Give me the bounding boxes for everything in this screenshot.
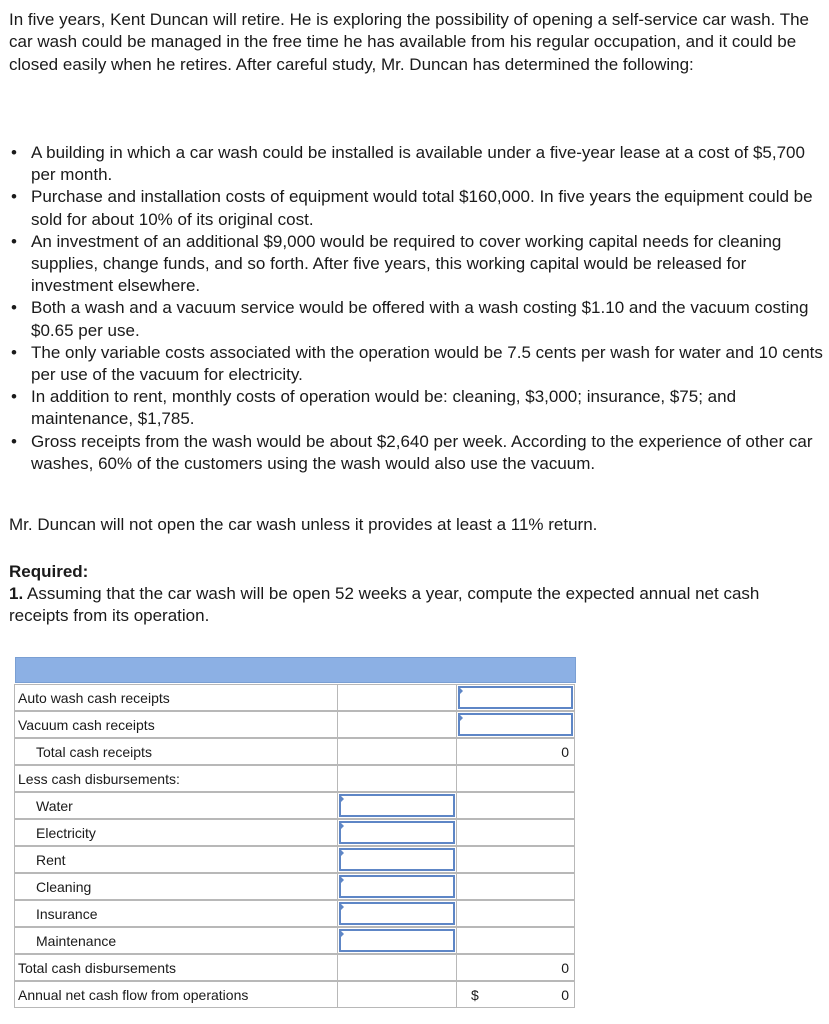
- maintenance-cost-input[interactable]: [339, 929, 455, 952]
- table-row: [15, 766, 576, 793]
- list-item: • A building in which a car wash could be installed is available under a five-year lease at a cost of $5,700 per month.: [11, 143, 805, 185]
- row-label: Insurance: [14, 900, 338, 927]
- empty-cell: [337, 711, 457, 738]
- input-marker-icon: [339, 848, 344, 858]
- row-label: Water: [14, 792, 338, 819]
- row-label: Maintenance: [14, 927, 338, 954]
- cash-receipts-table: [15, 657, 576, 1013]
- bullet-icon: •: [11, 143, 17, 162]
- bullet-icon: •: [11, 231, 17, 251]
- table-row: [15, 982, 576, 1009]
- return-requirement-note: Mr. Duncan will not open the car wash unless it provides at least a 11% return.: [9, 515, 598, 534]
- row-label: Less cash disbursements:: [14, 765, 338, 792]
- bullet-icon: •: [11, 387, 17, 407]
- list-item: • In addition to rent, monthly costs of operation would be: cleaning, $3,000; insurance, $75; and maintenance, $1,785.: [11, 387, 737, 429]
- empty-cell: [456, 873, 575, 900]
- currency-symbol: $: [471, 986, 479, 1003]
- empty-cell: [456, 900, 575, 927]
- table-row: [15, 901, 576, 928]
- assumption-list: [9, 142, 824, 475]
- total-disbursements-value: 0: [456, 954, 575, 981]
- required-heading: Required:: [9, 562, 89, 581]
- input-marker-icon: [458, 713, 463, 723]
- empty-cell: [337, 954, 457, 981]
- table-row: [15, 793, 576, 820]
- cleaning-cost-input[interactable]: [339, 875, 455, 898]
- empty-cell: [456, 792, 575, 819]
- list-item: • An investment of an additional $9,000 would be required to cover working capital needs for cleaning supplies, change funds, and so forth. After five years, this working capital would be released for investment elsewhere.: [11, 231, 782, 296]
- rent-cost-input[interactable]: [339, 848, 455, 871]
- row-label: Total cash disbursements: [14, 954, 338, 981]
- bullet-icon: •: [11, 298, 17, 318]
- empty-cell: [337, 684, 457, 711]
- insurance-cost-input[interactable]: [339, 902, 455, 925]
- table-row: [15, 847, 576, 874]
- row-label: Auto wash cash receipts: [14, 684, 338, 711]
- row-label: Cleaning: [14, 873, 338, 900]
- table-row: [15, 739, 576, 766]
- empty-cell: [456, 927, 575, 954]
- table-row: [15, 928, 576, 955]
- input-marker-icon: [339, 902, 344, 912]
- list-item: • The only variable costs associated with the operation would be 7.5 cents per wash for water and 10 cents per use of the vacuum for electricity.: [11, 342, 823, 385]
- annual-net-cash-flow-value: $ 0: [456, 981, 575, 1008]
- empty-cell: [337, 981, 457, 1008]
- bullet-icon: •: [11, 342, 17, 362]
- table-row: [15, 820, 576, 847]
- empty-cell: [456, 846, 575, 873]
- row-label: Annual net cash flow from operations: [14, 981, 338, 1008]
- empty-cell: [456, 819, 575, 846]
- electricity-cost-input[interactable]: [339, 821, 455, 844]
- list-item: • Both a wash and a vacuum service would be offered with a wash costing $1.10 and the vacuum costing $0.65 per use.: [11, 298, 809, 340]
- row-label: Electricity: [14, 819, 338, 846]
- water-cost-input[interactable]: [339, 794, 455, 817]
- question-text: Assuming that the car wash will be open 52 weeks a year, compute the expected annual net cash receipts from its operation.: [9, 584, 760, 625]
- empty-cell: [456, 765, 575, 792]
- input-marker-icon: [339, 821, 344, 831]
- auto-wash-receipts-input[interactable]: [458, 686, 573, 709]
- input-marker-icon: [339, 875, 344, 885]
- bullet-icon: •: [11, 187, 17, 207]
- input-marker-icon: [339, 794, 344, 804]
- table-row: [15, 955, 576, 982]
- list-item: • Purchase and installation costs of equipment would total $160,000. In five years the equipment could be sold for about 10% of its original cost.: [11, 187, 813, 229]
- table-header: [15, 657, 576, 683]
- vacuum-receipts-input[interactable]: [458, 713, 573, 736]
- row-label: Rent: [14, 846, 338, 873]
- problem-intro: In five years, Kent Duncan will retire. He is exploring the possibility of opening a self-service car wash. The car wash could be managed in the free time he has available from his regular occupation, and it could be closed easily when he retires. After careful study, Mr. Duncan has determined the following:: [9, 10, 810, 74]
- row-label: Total cash receipts: [14, 738, 338, 765]
- bullet-icon: •: [11, 431, 17, 451]
- input-marker-icon: [458, 686, 463, 696]
- table-row: [15, 685, 576, 712]
- row-label: Vacuum cash receipts: [14, 711, 338, 738]
- empty-cell: [337, 765, 457, 792]
- list-item: • Gross receipts from the wash would be about $2,640 per week. According to the experience of other car washes, 60% of the customers using the wash would also use the vacuum.: [11, 431, 813, 473]
- empty-cell: [337, 738, 457, 765]
- required-question: [9, 583, 809, 627]
- input-marker-icon: [339, 929, 344, 939]
- question-number: 1.: [9, 584, 24, 603]
- table-row: [15, 712, 576, 739]
- total-receipts-value: 0: [456, 738, 575, 765]
- table-row: [15, 874, 576, 901]
